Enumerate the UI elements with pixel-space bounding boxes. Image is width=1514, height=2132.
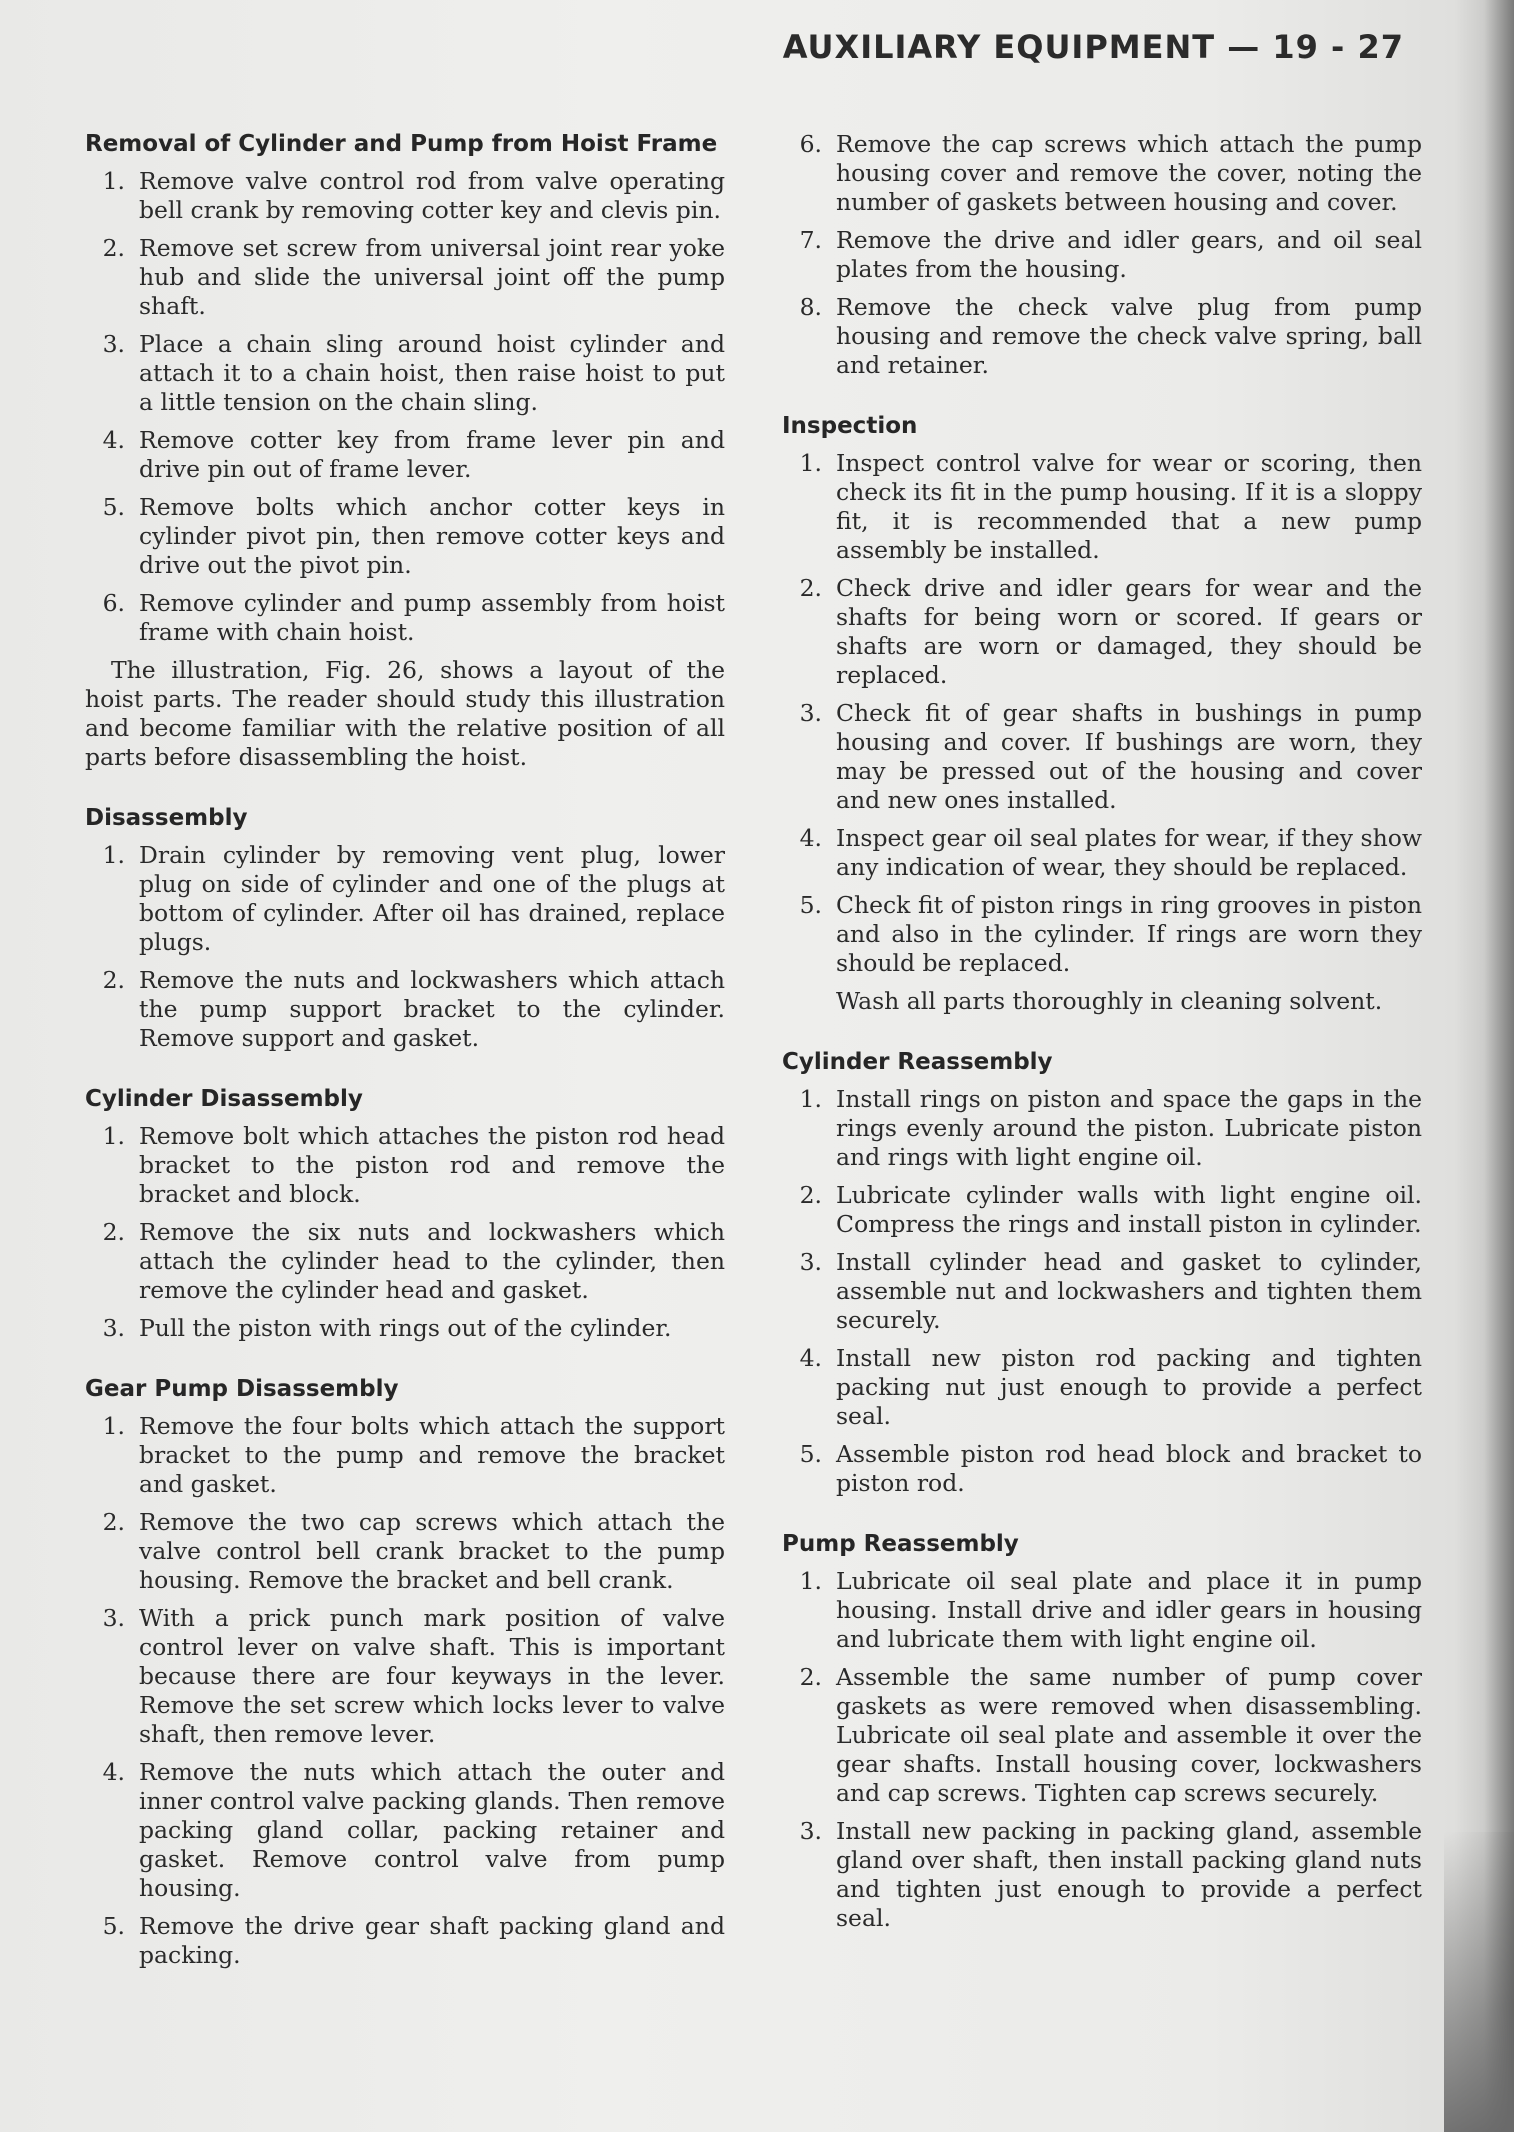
step-number: 3.	[799, 1817, 822, 1845]
list-item	[782, 574, 1422, 690]
list-item	[782, 1248, 1422, 1335]
step-text: Remove the drive and idler gears, and oil seal plates from the housing.	[836, 226, 1422, 283]
list-item	[782, 1567, 1422, 1654]
step-number: 2.	[799, 1181, 822, 1209]
step-text: Remove valve control rod from valve operating bell crank by removing cotter key and clevis pin.	[139, 167, 725, 224]
list-item	[85, 589, 725, 647]
step-text: Inspect control valve for wear or scoring, then check its fit in the pump housing. If it is a sloppy fit, it is recommended that a new pump assembly be installed.	[836, 449, 1422, 564]
list-item	[85, 841, 725, 957]
step-number: 4.	[799, 824, 822, 852]
step-list	[782, 1567, 1422, 1933]
step-text: Pull the piston with rings out of the cylinder.	[139, 1314, 672, 1342]
step-text: Remove the drive gear shaft packing gland and packing.	[139, 1912, 725, 1969]
step-number: 5.	[102, 1912, 125, 1940]
step-number: 1.	[102, 841, 125, 869]
step-text: Check fit of gear shafts in bushings in pump housing and cover. If bushings are worn, they may be pressed out of the housing and cover and new ones installed.	[836, 699, 1422, 814]
section-pump-reassembly	[782, 1530, 1422, 1933]
step-number: 4.	[102, 1758, 125, 1786]
step-number: 3.	[799, 1248, 822, 1276]
section-heading: Pump Reassembly	[782, 1531, 1019, 1557]
list-item	[782, 1085, 1422, 1172]
section-cylinder-disassembly	[85, 1085, 725, 1343]
list-item	[782, 226, 1422, 284]
step-number: 1.	[102, 1122, 125, 1150]
section-heading: Inspection	[782, 413, 918, 439]
list-item	[85, 1508, 725, 1595]
step-text: Remove the cap screws which attach the pump housing cover and remove the cover, noting the number of gaskets between housing and cover.	[836, 130, 1422, 216]
step-number: 8.	[799, 293, 822, 321]
step-text: Check drive and idler gears for wear and the shafts for being worn or scored. If gears or shafts are worn or damaged, they should be replaced.	[836, 574, 1422, 689]
section-gear-pump-disassembly	[85, 1375, 725, 1970]
section-inspection	[782, 412, 1422, 1016]
list-item	[782, 1817, 1422, 1933]
step-text: Assemble the same number of pump cover gaskets as were removed when disassembling. Lubricate oil seal plate and assemble it over the gear shafts. Install housing cover, lockwashers and cap screws. Tighten cap screws securely.	[836, 1663, 1422, 1807]
step-text: Assemble piston rod head block and bracket to piston rod.	[836, 1440, 1422, 1497]
list-item	[85, 1412, 725, 1499]
step-number: 5.	[799, 891, 822, 919]
step-number: 6.	[799, 130, 822, 158]
step-number: 5.	[799, 1440, 822, 1468]
list-item	[782, 293, 1422, 380]
step-text: Drain cylinder by removing vent plug, lower plug on side of cylinder and one of the plugs at bottom of cylinder. After oil has drained, replace plugs.	[139, 841, 725, 956]
step-list	[782, 449, 1422, 978]
step-text: Remove cylinder and pump assembly from hoist frame with chain hoist.	[139, 589, 725, 646]
step-text: With a prick punch mark position of valve control lever on valve shaft. This is important because there are four keyways in the lever. Remove the set screw which locks lever to valve shaft, then remove lever.	[139, 1604, 725, 1748]
list-item	[782, 1440, 1422, 1498]
list-item	[85, 167, 725, 225]
step-number: 2.	[102, 234, 125, 262]
list-item	[782, 824, 1422, 882]
list-item	[85, 1314, 725, 1343]
list-item	[85, 426, 725, 484]
step-list	[782, 130, 1422, 380]
list-item	[782, 1663, 1422, 1808]
step-text: Remove the six nuts and lockwashers which attach the cylinder head to the cylinder, then remove the cylinder head and gasket.	[139, 1218, 725, 1304]
step-number: 3.	[102, 330, 125, 358]
list-item	[85, 1122, 725, 1209]
inspection-note: Wash all parts thoroughly in cleaning solvent.	[836, 987, 1383, 1015]
step-text: Install new piston rod packing and tighten packing nut just enough to provide a perfect seal.	[836, 1344, 1422, 1430]
step-list	[85, 1412, 725, 1970]
step-text: Remove cotter key from frame lever pin and drive pin out of frame lever.	[139, 426, 725, 483]
step-text: Install cylinder head and gasket to cylinder, assemble nut and lockwashers and tighten them securely.	[836, 1248, 1422, 1334]
list-item	[85, 1604, 725, 1749]
step-number: 1.	[799, 1567, 822, 1595]
list-item	[782, 1181, 1422, 1239]
step-text: Remove the four bolts which attach the support bracket to the pump and remove the bracket and gasket.	[139, 1412, 725, 1498]
page-edge-shadow	[1454, 0, 1514, 2132]
section-cylinder-reassembly	[782, 1048, 1422, 1498]
list-item	[782, 449, 1422, 565]
step-list	[85, 1122, 725, 1343]
section-heading: Disassembly	[85, 805, 248, 831]
step-text: Remove the nuts and lockwashers which attach the pump support bracket to the cylinder. Remove support and gasket.	[139, 966, 725, 1052]
step-text: Place a chain sling around hoist cylinder and attach it to a chain hoist, then raise hoist to put a little tension on the chain sling.	[139, 330, 725, 416]
step-list	[782, 1085, 1422, 1498]
step-number: 7.	[799, 226, 822, 254]
step-text: Inspect gear oil seal plates for wear, if they show any indication of wear, they should be replaced.	[836, 824, 1422, 881]
list-item	[782, 130, 1422, 217]
step-text: Remove bolts which anchor cotter keys in cylinder pivot pin, then remove cotter keys and drive out the pivot pin.	[139, 493, 725, 579]
step-text: Remove the nuts which attach the outer and inner control valve packing glands. Then remove packing gland collar, packing retainer and gasket. Remove control valve from pump housing.	[139, 1758, 725, 1902]
list-item	[85, 493, 725, 580]
step-list	[85, 167, 725, 647]
page-edge-corner	[1444, 1832, 1514, 2132]
step-number: 6.	[102, 589, 125, 617]
step-text: Install rings on piston and space the gaps in the rings evenly around the piston. Lubricate piston and rings with light engine oil.	[836, 1085, 1422, 1171]
running-head: AUXILIARY EQUIPMENT — 19 - 27	[782, 28, 1404, 66]
list-item	[782, 1344, 1422, 1431]
step-number: 4.	[102, 426, 125, 454]
step-number: 1.	[102, 167, 125, 195]
step-text: Lubricate cylinder walls with light engine oil. Compress the rings and install piston in cylinder.	[836, 1181, 1422, 1238]
step-text: Lubricate oil seal plate and place it in pump housing. Install drive and idler gears in housing and lubricate them with light engine oil.	[836, 1567, 1422, 1653]
step-number: 1.	[799, 449, 822, 477]
step-number: 1.	[799, 1085, 822, 1113]
list-item	[85, 1912, 725, 1970]
section-heading: Cylinder Reassembly	[782, 1049, 1053, 1075]
section-heading: Gear Pump Disassembly	[85, 1376, 399, 1402]
step-number: 2.	[102, 1508, 125, 1536]
list-item	[85, 234, 725, 321]
step-number: 4.	[799, 1344, 822, 1372]
step-number: 3.	[102, 1314, 125, 1342]
list-item	[85, 966, 725, 1053]
left-column	[85, 130, 725, 2002]
list-item	[85, 330, 725, 417]
list-item	[85, 1758, 725, 1903]
list-item	[782, 699, 1422, 815]
step-number: 1.	[102, 1412, 125, 1440]
list-item	[782, 891, 1422, 978]
step-text: Check fit of piston rings in ring grooves in piston and also in the cylinder. If rings are worn they should be replaced.	[836, 891, 1422, 977]
step-list	[85, 841, 725, 1053]
section-heading: Removal of Cylinder and Pump from Hoist Frame	[85, 131, 718, 157]
step-text: Remove bolt which attaches the piston rod head bracket to the piston rod and remove the bracket and block.	[139, 1122, 725, 1208]
step-number: 2.	[799, 574, 822, 602]
step-text: Install new packing in packing gland, assemble gland over shaft, then install packing gland nuts and tighten just enough to provide a perfect seal.	[836, 1817, 1422, 1932]
section-disassembly	[85, 804, 725, 1053]
step-text: Remove set screw from universal joint rear yoke hub and slide the universal joint off the pump shaft.	[139, 234, 725, 320]
step-number: 2.	[102, 1218, 125, 1246]
step-text: Remove the two cap screws which attach the valve control bell crank bracket to the pump housing. Remove the bracket and bell crank.	[139, 1508, 725, 1594]
section-heading: Cylinder Disassembly	[85, 1086, 363, 1112]
step-number: 2.	[102, 966, 125, 994]
list-item	[85, 1218, 725, 1305]
right-column	[782, 130, 1422, 1965]
step-number: 2.	[799, 1663, 822, 1691]
body-paragraph: The illustration, Fig. 26, shows a layout of the hoist parts. The reader should study this illustration and become familiar with the relative position of all parts before disassembling the hoist.	[85, 656, 725, 771]
section-gear-pump-continued	[782, 130, 1422, 380]
step-number: 3.	[799, 699, 822, 727]
step-text: Remove the check valve plug from pump housing and remove the check valve spring, ball and retainer.	[836, 293, 1422, 379]
step-number: 5.	[102, 493, 125, 521]
step-number: 3.	[102, 1604, 125, 1632]
section-removal	[85, 130, 725, 772]
